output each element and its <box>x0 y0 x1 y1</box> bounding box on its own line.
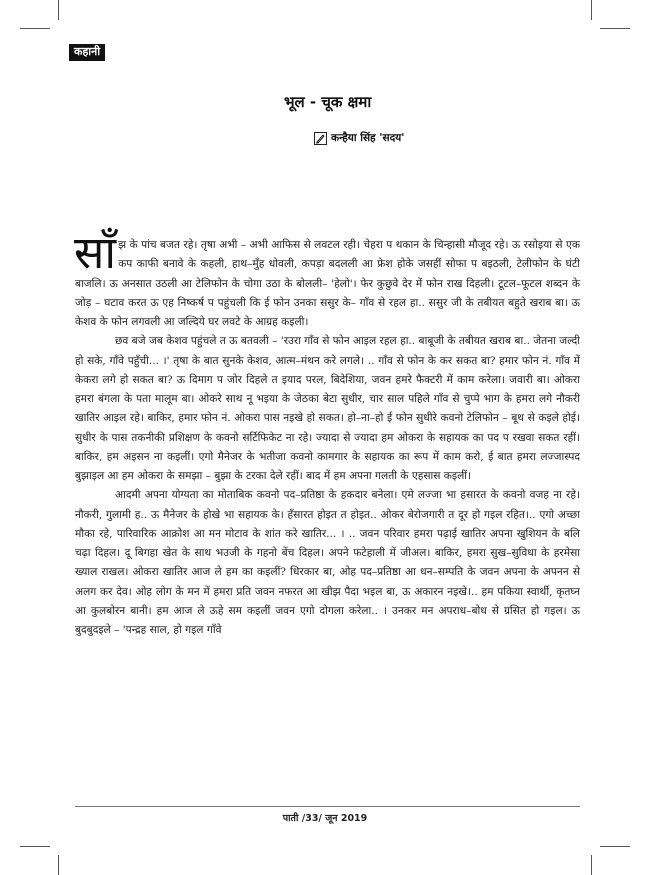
section-tag: कहानी <box>69 44 105 61</box>
paragraph-1 <box>74 226 580 332</box>
crop-mark <box>600 846 630 847</box>
page-footer: पाती /33/ जून 2019 <box>282 813 368 824</box>
pen-icon <box>314 132 327 145</box>
paragraph-2: छव बजे जब केशव पहुंचले त ऊ बतवली – 'रउरा गाँव से फोन आइल रहल हा.. बाबूजी के तबीयत खराब बा.. जेतना जल्दी हो सके, गाँवे पहुँची... ।' तृषा के बात सुनके केशव, आत्म–मंथन करे लगले। .. गाँव से फोन के कर सकत बा? हमार फोन नं. गाँव में केकरा लगे हो सकत बा? ऊ दिमाग प जोर दिहले त इयाद परल, बिदेशिया, जवन हमरे फैक्टरी में काम करेला। जवारी बा। ओकरा हमरा बंगला के पता मालूम बा। ओकरे साथ नू भइया के जेठका बेटा सुधीर, चार साल पहिले गाँव से चुप्पे भाग के हमरा लगे नौकरी खातिर आइल रहे। बाकिर, हमार फोन नं. ओकरा पास नइखे हो सकत। हो–ना–हो ई फोन सुधीरे कवनो टेलिफोन – बूथ से कइले होई। सुधीर के पास तकनीकी प्रशिक्षण के कवनो सर्टिफिकेट ना रहे। ज्यादा से ज्यादा हम ओकरा के सहायक का पद प रखवा सकत रहीं। बाकिर, हम अइसन ना कइलीं। एगो मैनेजर के भतीजा कवनो कामगार के सहायक का रूप में काम करो, ई बात हमरा लज्जास्पद बुझाइल आ हम ओकरा के समझा – बुझा के टरका देले रहीं। बाद में हम अपना गलती के एहसास कइलीं। <box>75 335 580 482</box>
crop-mark <box>58 0 59 20</box>
byline <box>314 131 405 145</box>
drop-cap: साँ <box>74 226 117 279</box>
story-title: भूल - चूक क्षमा <box>284 93 372 111</box>
footer-rule <box>75 806 580 807</box>
crop-mark <box>58 855 59 875</box>
paragraph-1-text: झ के पांच बजत रहे। तृषा अभी – अभी आफिस से लवटल रही। चेहरा प थकान के चिन्हासी मौजूद रहे। ऊ रसोइया से एक कप काफी बनावे के कहली, हाथ–मुँह धोवली, कपड़ा बदलली आ फ्रेश होके जसहीं सोफा प बइठली, टेलीफोन के घंटी बाजलि। ऊ अनसात उठली आ टेलिफोन के चोगा उठा के बोलली– 'हेलो'। फेर कुछुवे देर में फोन राख दिहली। टूटल–फूटल शब्दन के जोड़ – घटाव करत ऊ एह निष्कर्ष प पहुंचली कि ई फोन उनका ससुर के– गाँव से रहल हा.. ससुर जी के तबीयत बहुते खराब बा। ऊ केशव के फोन लगवली आ जल्दिये घर लवटे के आग्रह कइली। <box>75 239 580 328</box>
crop-mark <box>20 28 50 29</box>
paragraph-3: आदमी अपना योग्यता का मोताबिक कवनो पद–प्रतिष्ठा के हकदार बनेला। एमे लज्जा भा हसारत के कवनो वजह ना रहे। नौकरी, गुलामी ह.. ऊ मैनेजर के होखे भा सहायक के। हँसारत होइत त होइत.. ओकर बेरोजगारी त दूर हो गइल रहित।.. एगो अच्छा मौका रहे, पारिवारिक आक्रोश आ मन मोटाव के शांत करे खातिर... । .. जवन परिवार हमरा पढ़ाई खातिर अपना खुशियन के बलि चढ़ा दिहल। दू बिगहा खेत के साथ भउजी के गहनो बेंच दिहल। अपने फटेहाली में जीअल। बाकिर, हमरा सुख–सुविधा के हरमेसा ख्याल राखल। ओकरा खातिर आज ले हम का कइलीं? धिरकार बा, ओह पद–प्रतिष्ठा आ धन–सम्पति के जवन अपना के अपनन से अलग कर देव। ओह लोग के मन में हमरा प्रति जवन नफरत आ खीझ पैदा भइल बा, ऊ अकारन नइखे।.. हम पकिया स्वार्थी, कृतघ्न आ कुलबोरन बानी। हम आज ले ऊहे सम कइलीं जवन एगो दोगला करेला.. । उनकर मन अपराध–बोध से ग्रसित हो गइल। ऊ बुदबुदइले – 'पन्द्रह साल, हो गइल गाँवे <box>75 489 580 636</box>
crop-mark <box>591 855 592 875</box>
story-body <box>74 226 580 640</box>
crop-mark <box>600 28 630 29</box>
crop-mark <box>591 0 592 20</box>
author-name: कन्हैया सिंह 'सदय' <box>331 132 405 144</box>
crop-mark <box>20 846 50 847</box>
